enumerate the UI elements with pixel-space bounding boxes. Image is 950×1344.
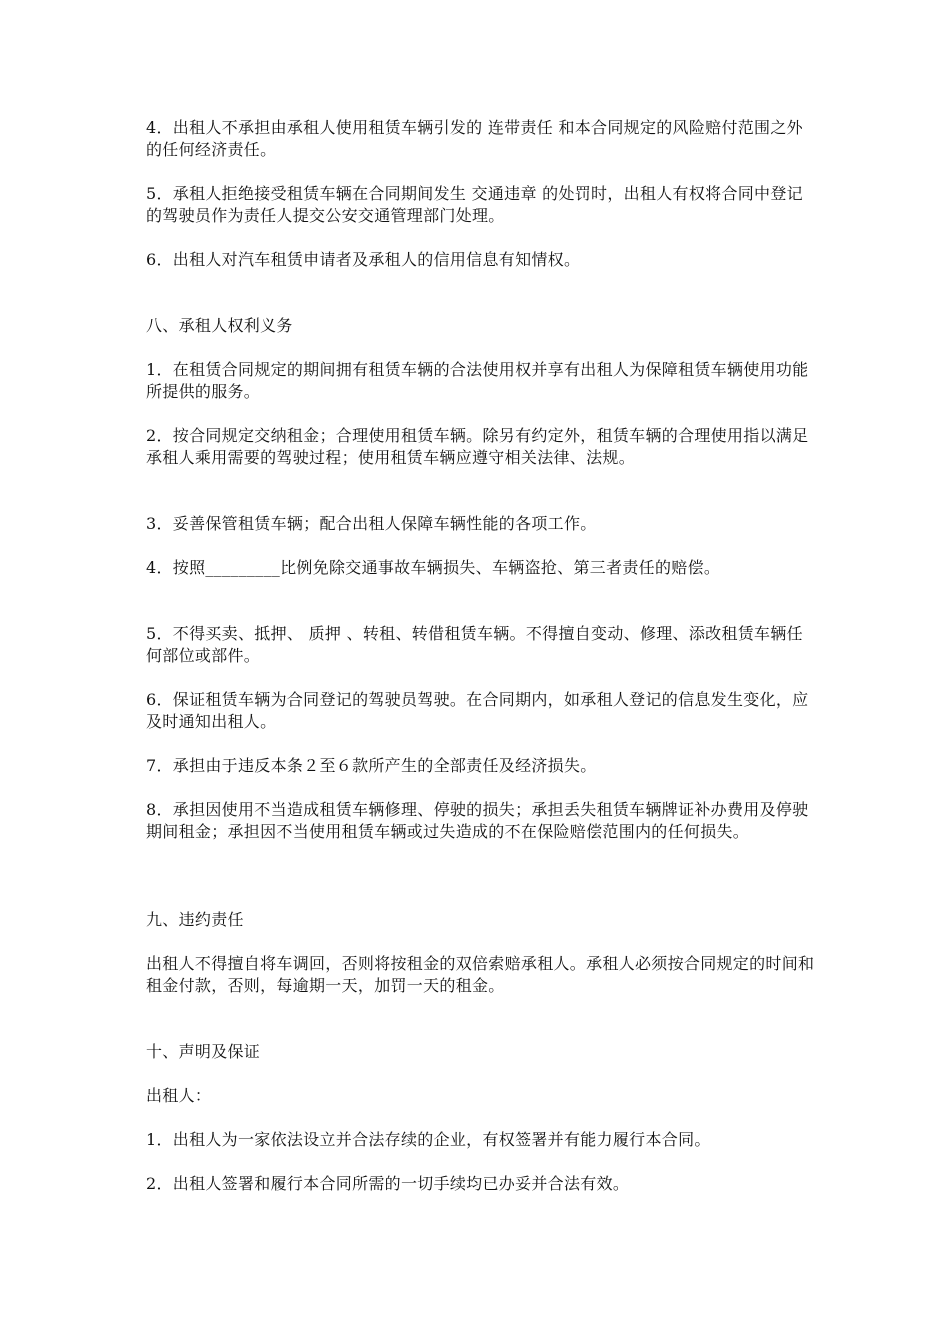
- clause-8-2: 2．按合同规定交纳租金；合理使用租赁车辆。除另有约定外，租赁车辆的合理使用指以满足承租人乘用需要的驾驶过程；使用租赁车辆应遵守相关法律、法规。: [146, 426, 809, 467]
- clause-8-8: 8．承担因使用不当造成租赁车辆修理、停驶的损失；承担丢失租赁车辆牌证补办费用及停驶期间租金；承担因不当使用租赁车辆或过失造成的不在保险赔偿范围内的任何损失。: [146, 800, 809, 841]
- lessor-label: 出租人：: [146, 1086, 212, 1105]
- breach-liability-text: 出租人不得擅自将车调回，否则将按租金的双倍索赔承租人。承租人必须按合同规定的时间和租金付款，否则，每逾期一天，加罚一天的租金。: [146, 954, 815, 995]
- declaration-1: 1．出租人为一家依法设立并合法存续的企业，有权签署并有能力履行本合同。: [146, 1130, 711, 1149]
- section-heading-8: 八、承租人权利义务: [146, 316, 293, 335]
- clause-7-4: 4．出租人不承担由承租人使用租赁车辆引发的 连带责任 和本合同规定的风险赔付范围之外的任何经济责任。: [146, 118, 803, 159]
- clause-7-5: 5．承租人拒绝接受租赁车辆在合同期间发生 交通违章 的处罚时，出租人有权将合同中登记的驾驶员作为责任人提交公安交通管理部门处理。: [146, 184, 803, 225]
- clause-8-7: 7．承担由于违反本条２至６款所产生的全部责任及经济损失。: [146, 756, 597, 775]
- section-heading-9: 九、违约责任: [146, 910, 244, 929]
- clause-8-4: 4．按照_________比例免除交通事故车辆损失、车辆盗抢、第三者责任的赔偿。: [146, 558, 721, 577]
- clause-8-5: 5．不得买卖、抵押、 质押 、转租、转借租赁车辆。不得擅自变动、修理、添改租赁车辆任何部位或部件。: [146, 624, 803, 665]
- declaration-2: 2．出租人签署和履行本合同所需的一切手续均已办妥并合法有效。: [146, 1174, 630, 1193]
- clause-7-6: 6．出租人对汽车租赁申请者及承租人的信用信息有知情权。: [146, 250, 581, 269]
- clause-8-1: 1．在租赁合同规定的期间拥有租赁车辆的合法使用权并享有出租人为保障租赁车辆使用功能所提供的服务。: [146, 360, 809, 401]
- section-heading-10: 十、声明及保证: [146, 1042, 261, 1061]
- clause-8-3: 3．妥善保管租赁车辆；配合出租人保障车辆性能的各项工作。: [146, 514, 597, 533]
- clause-8-6: 6．保证租赁车辆为合同登记的驾驶员驾驶。在合同期内，如承租人登记的信息发生变化，应及时通知出租人。: [146, 690, 809, 731]
